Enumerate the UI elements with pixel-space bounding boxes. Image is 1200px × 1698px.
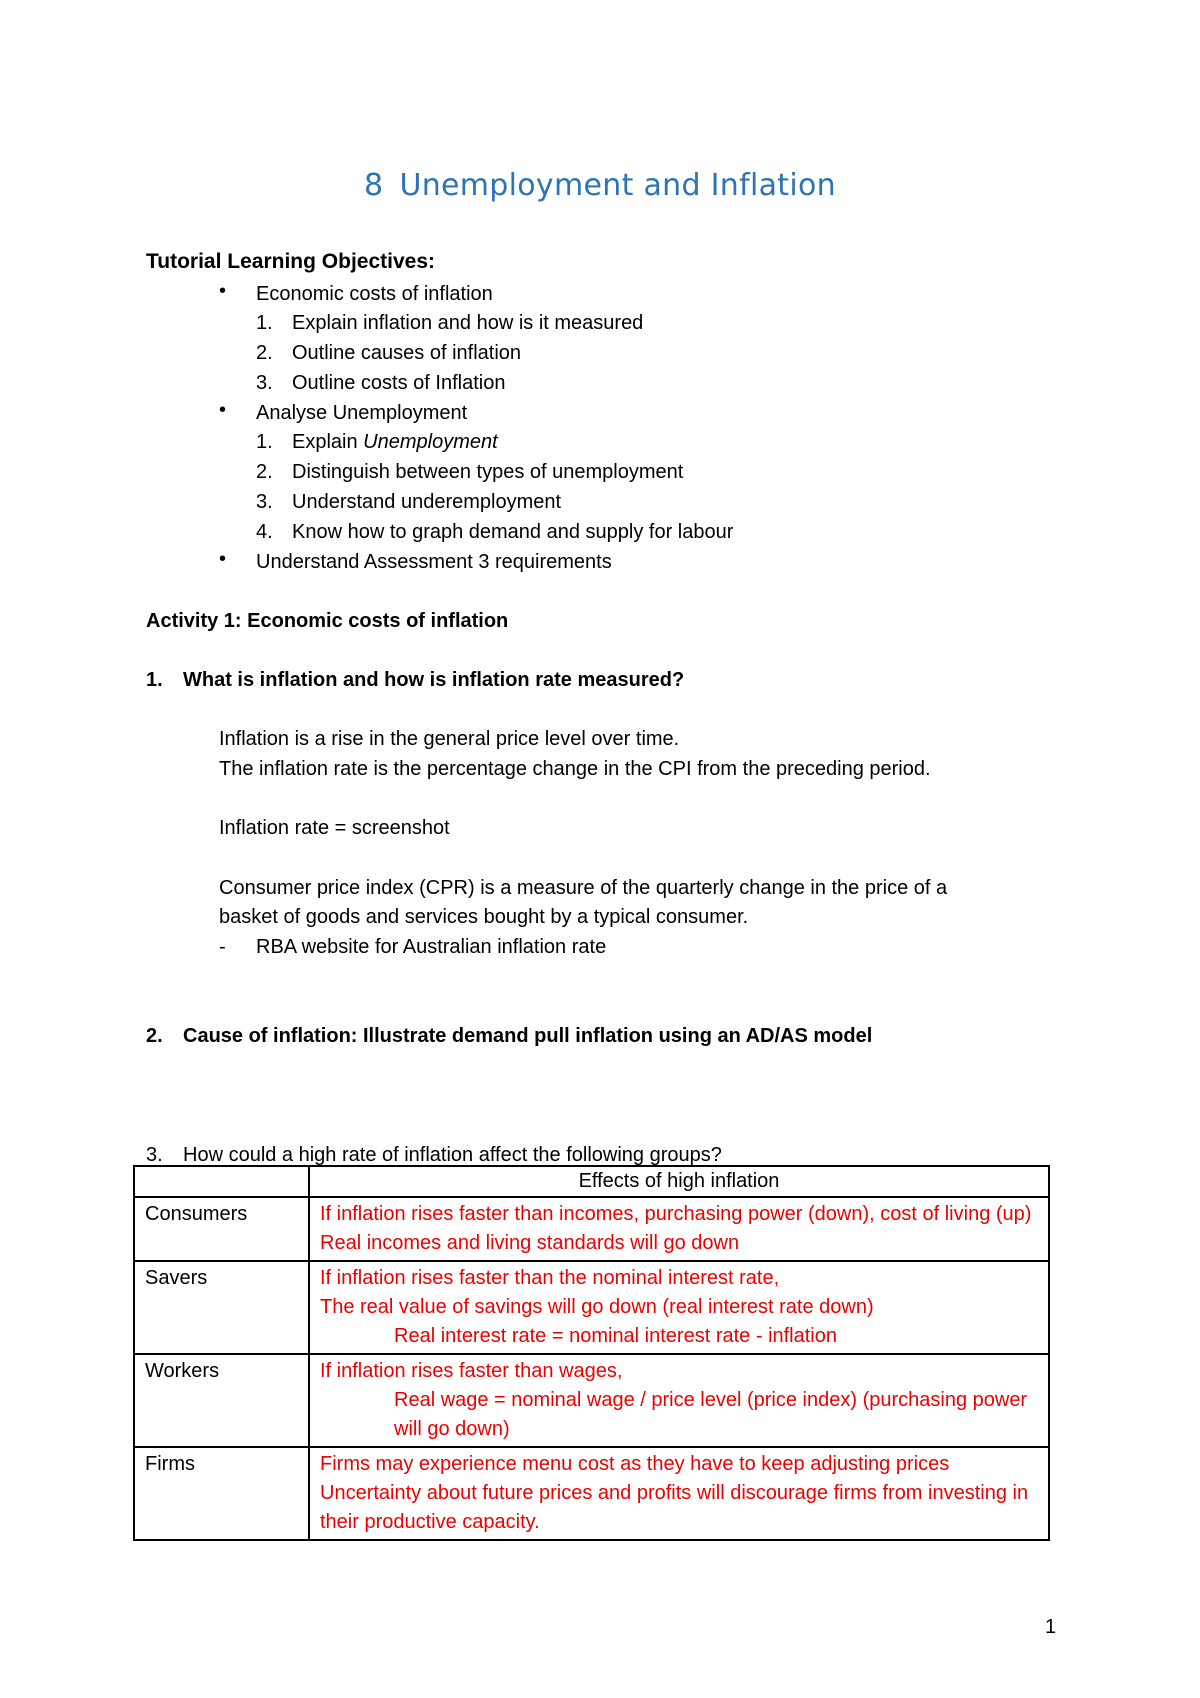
list-number: 2. — [256, 342, 273, 364]
objective-item: Outline causes of inflation — [292, 342, 522, 364]
row-label: Consumers — [134, 1197, 309, 1261]
title-text: Unemployment and Inflation — [399, 168, 836, 203]
answer-text: Consumer price index (CPR) is a measure of the quarterly change in the price of a — [219, 877, 948, 899]
bullet-icon: • — [219, 399, 227, 421]
question-2: Cause of inflation: Illustrate demand pull inflation using an AD/AS model — [183, 1025, 873, 1047]
table-row — [134, 1261, 1049, 1354]
effect-line: If inflation rises faster than the nominal interest rate, — [320, 1267, 780, 1289]
row-label: Savers — [134, 1261, 309, 1354]
objective-item-prefix: Explain — [292, 431, 358, 453]
effects-table — [133, 1165, 1050, 1541]
list-number: 1. — [256, 312, 273, 334]
table-header-empty — [134, 1166, 309, 1197]
list-number: 3. — [256, 372, 273, 394]
row-effects — [309, 1354, 1049, 1447]
objective-item — [292, 428, 498, 456]
table-header: Effects of high inflation — [309, 1166, 1049, 1197]
table-row — [134, 1197, 1049, 1261]
effect-line: If inflation rises faster than wages, — [320, 1360, 623, 1382]
effect-line: If inflation rises faster than incomes, purchasing power (down), cost of living (up) — [320, 1203, 1032, 1225]
question-1: What is inflation and how is inflation rate measured? — [183, 669, 685, 691]
effect-line: The real value of savings will go down (real interest rate down) — [320, 1296, 874, 1318]
question-number: 1. — [146, 669, 163, 691]
dash-marker: - — [219, 936, 226, 958]
bullet-icon: • — [219, 548, 227, 570]
objectives-heading: Tutorial Learning Objectives: — [146, 250, 435, 273]
row-effects — [309, 1447, 1049, 1540]
answer-text: The inflation rate is the percentage change in the CPI from the preceding period. — [219, 758, 931, 780]
objective-item: Explain inflation and how is it measured — [292, 312, 644, 334]
answer-text: basket of goods and services bought by a typical consumer. — [219, 906, 749, 928]
objective-item: Outline costs of Inflation — [292, 372, 506, 394]
objective-item-italic: Unemployment — [363, 431, 498, 453]
effect-line: Uncertainty about future prices and profits will discourage firms from investing in their productive capacity. — [320, 1482, 1029, 1533]
bullet-icon: • — [219, 280, 227, 302]
objective-item: Understand underemployment — [292, 491, 562, 513]
objective-bullet-3: Understand Assessment 3 requirements — [256, 551, 612, 573]
effect-line: Firms may experience menu cost as they have to keep adjusting prices — [320, 1453, 950, 1475]
table-row — [134, 1354, 1049, 1447]
table-row — [134, 1447, 1049, 1540]
effect-line: Real interest rate = nominal interest rate - inflation — [394, 1325, 837, 1347]
objective-item: Distinguish between types of unemployment — [292, 461, 684, 483]
list-number: 3. — [256, 491, 273, 513]
answer-text: RBA website for Australian inflation rate — [256, 936, 607, 958]
row-effects — [309, 1261, 1049, 1354]
activity-heading: Activity 1: Economic costs of inflation — [146, 610, 509, 632]
table-header-row — [134, 1166, 1049, 1197]
answer-formula: Inflation rate = screenshot — [219, 817, 450, 839]
answer-text: Inflation is a rise in the general price level over time. — [219, 728, 680, 750]
page-title — [0, 168, 1200, 203]
question-number: 3. — [146, 1144, 163, 1166]
row-effects — [309, 1197, 1049, 1261]
title-number: 8 — [364, 168, 384, 203]
objective-bullet-1: Economic costs of inflation — [256, 283, 493, 305]
question-number: 2. — [146, 1025, 163, 1047]
question-3: How could a high rate of inflation affect the following groups? — [183, 1144, 722, 1166]
list-number: 1. — [256, 431, 273, 453]
row-label: Firms — [134, 1447, 309, 1540]
row-label: Workers — [134, 1354, 309, 1447]
effect-line: Real wage = nominal wage / price level (price index) (purchasing power will go down) — [394, 1389, 1028, 1440]
list-number: 2. — [256, 461, 273, 483]
objective-bullet-2: Analyse Unemployment — [256, 402, 468, 424]
effect-line: Real incomes and living standards will go down — [320, 1232, 740, 1254]
page-number: 1 — [1045, 1616, 1057, 1638]
objective-item: Know how to graph demand and supply for labour — [292, 521, 734, 543]
list-number: 4. — [256, 521, 273, 543]
